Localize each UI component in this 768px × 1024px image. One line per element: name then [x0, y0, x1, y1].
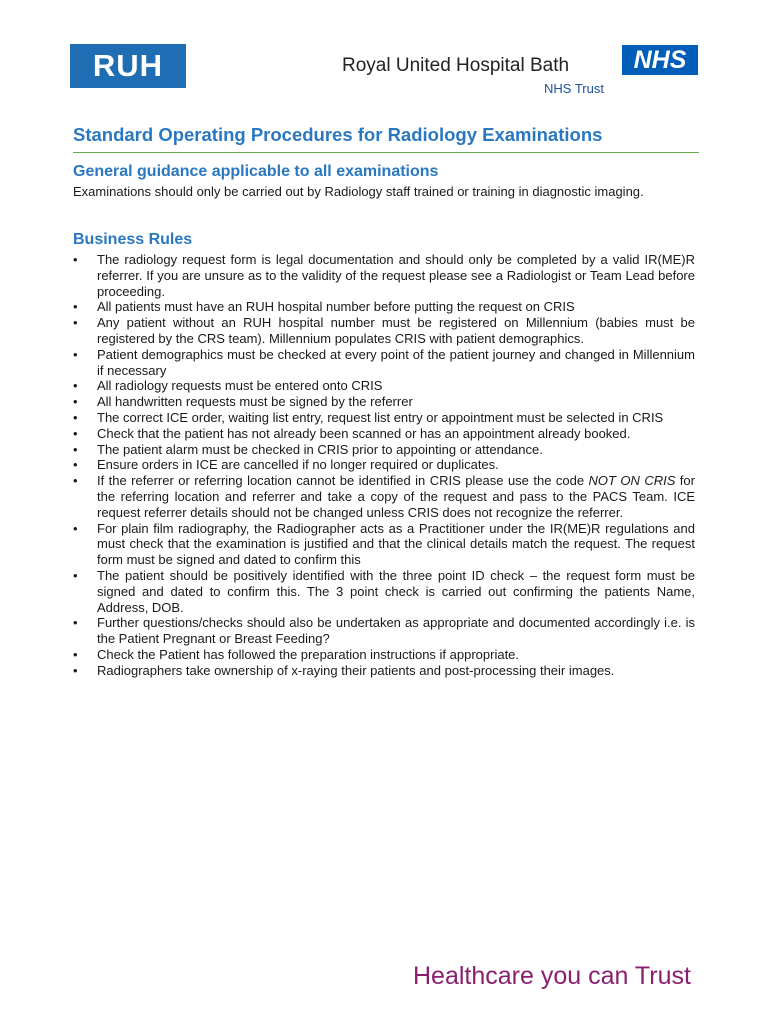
nhs-trust-label: NHS Trust: [544, 81, 604, 96]
list-item: [73, 442, 695, 458]
bullet-icon: •: [73, 346, 78, 362]
bullet-icon: •: [73, 315, 78, 331]
ruh-logo: RUH: [70, 44, 186, 88]
rule-text-pre: If the referrer or referring location cannot be identified in CRIS please use the code: [97, 473, 589, 489]
bullet-icon: •: [73, 646, 78, 662]
rule-text: The patient alarm must be checked in CRIS prior to appointing or attendance.: [97, 441, 543, 457]
bullet-icon: •: [73, 299, 78, 315]
business-rules-list: [73, 252, 695, 679]
list-item: [73, 426, 695, 442]
rule-text: The patient should be positively identified with the three point ID check – the request form must be signed and dated to confirm this. The 3 point check is carried out confirming the patients Name, Address, DOB.: [97, 567, 695, 615]
bullet-icon: •: [73, 409, 78, 425]
list-item: [73, 457, 695, 473]
rule-text: Ensure orders in ICE are cancelled if no longer required or duplicates.: [97, 457, 499, 473]
rule-text: Any patient without an RUH hospital number must be registered on Millennium (babies must be registered by the CRS team). Millennium populates CRIS with patient demographics.: [97, 315, 695, 346]
list-item: [73, 252, 695, 299]
rule-text: The correct ICE order, waiting list entry, request list entry or appointment must be selected in CRIS: [97, 409, 664, 425]
rule-text: All patients must have an RUH hospital number before putting the request on CRIS: [97, 299, 575, 315]
list-item: [73, 568, 695, 615]
business-rules-heading: Business Rules: [73, 231, 193, 248]
general-guidance-text: Examinations should only be carried out by Radiology staff trained or training in diagnostic imaging.: [73, 184, 644, 199]
list-item: [73, 647, 695, 663]
list-item: [73, 347, 695, 379]
rule-text: Patient demographics must be checked at every point of the patient journey and changed in Millennium if necessary: [97, 346, 695, 378]
list-item: [73, 378, 695, 394]
list-item: [73, 521, 695, 568]
rule-text: Radiographers take ownership of x-raying their patients and post-processing their images.: [97, 662, 615, 678]
rule-text: All radiology requests must be entered onto CRIS: [97, 378, 383, 394]
document-title: Standard Operating Procedures for Radiology Examinations: [73, 124, 699, 153]
general-guidance-heading: General guidance applicable to all examinations: [73, 163, 439, 180]
nhs-logo: NHS: [622, 45, 698, 75]
rule-text: All handwritten requests must be signed by the referrer: [97, 394, 413, 410]
list-item: [73, 410, 695, 426]
code-not-on-cris: NOT ON CRIS: [588, 473, 676, 489]
rule-text: Check that the patient has not already been scanned or has an appointment already booked.: [97, 425, 631, 441]
list-item: [73, 663, 695, 679]
rule-text: For plain film radiography, the Radiographer acts as a Practitioner under the IR(ME)R regulations and must check that the examination is justified and that the clinical details match the request. The request form must be signed and dated to confirm this: [97, 520, 695, 568]
bullet-icon: •: [73, 615, 78, 631]
rule-text-post: for the referring location and referrer and take a copy of the request and pass to the PACS Team. ICE request referrer details should not be changed unless CRIS does not recognize the referrer.: [97, 473, 695, 520]
list-item: [73, 394, 695, 410]
bullet-icon: •: [73, 567, 78, 583]
bullet-icon: •: [73, 457, 78, 473]
bullet-icon: •: [73, 473, 78, 489]
rule-text: Check the Patient has followed the preparation instructions if appropriate.: [97, 646, 520, 662]
rule-text: The radiology request form is legal documentation and should only be completed by a valid IR(ME)R referrer. If you are unsure as to the validity of the request please see a Radiologist or Team Lead before proceeding.: [97, 252, 695, 299]
bullet-icon: •: [73, 252, 78, 267]
bullet-icon: •: [73, 662, 78, 678]
rule-text: Further questions/checks should also be undertaken as appropriate and documented accordingly i.e. is the Patient Pregnant or Breast Feeding?: [97, 615, 695, 647]
list-item: [73, 473, 695, 520]
footer-tagline: Healthcare you can Trust: [413, 962, 691, 990]
list-item: [73, 315, 695, 347]
hospital-name: Royal United Hospital Bath: [342, 55, 570, 76]
bullet-icon: •: [73, 520, 78, 536]
bullet-icon: •: [73, 378, 78, 394]
list-item: [73, 615, 695, 647]
bullet-icon: •: [73, 441, 78, 457]
bullet-icon: •: [73, 425, 78, 441]
bullet-icon: •: [73, 394, 78, 410]
list-item: [73, 299, 695, 315]
